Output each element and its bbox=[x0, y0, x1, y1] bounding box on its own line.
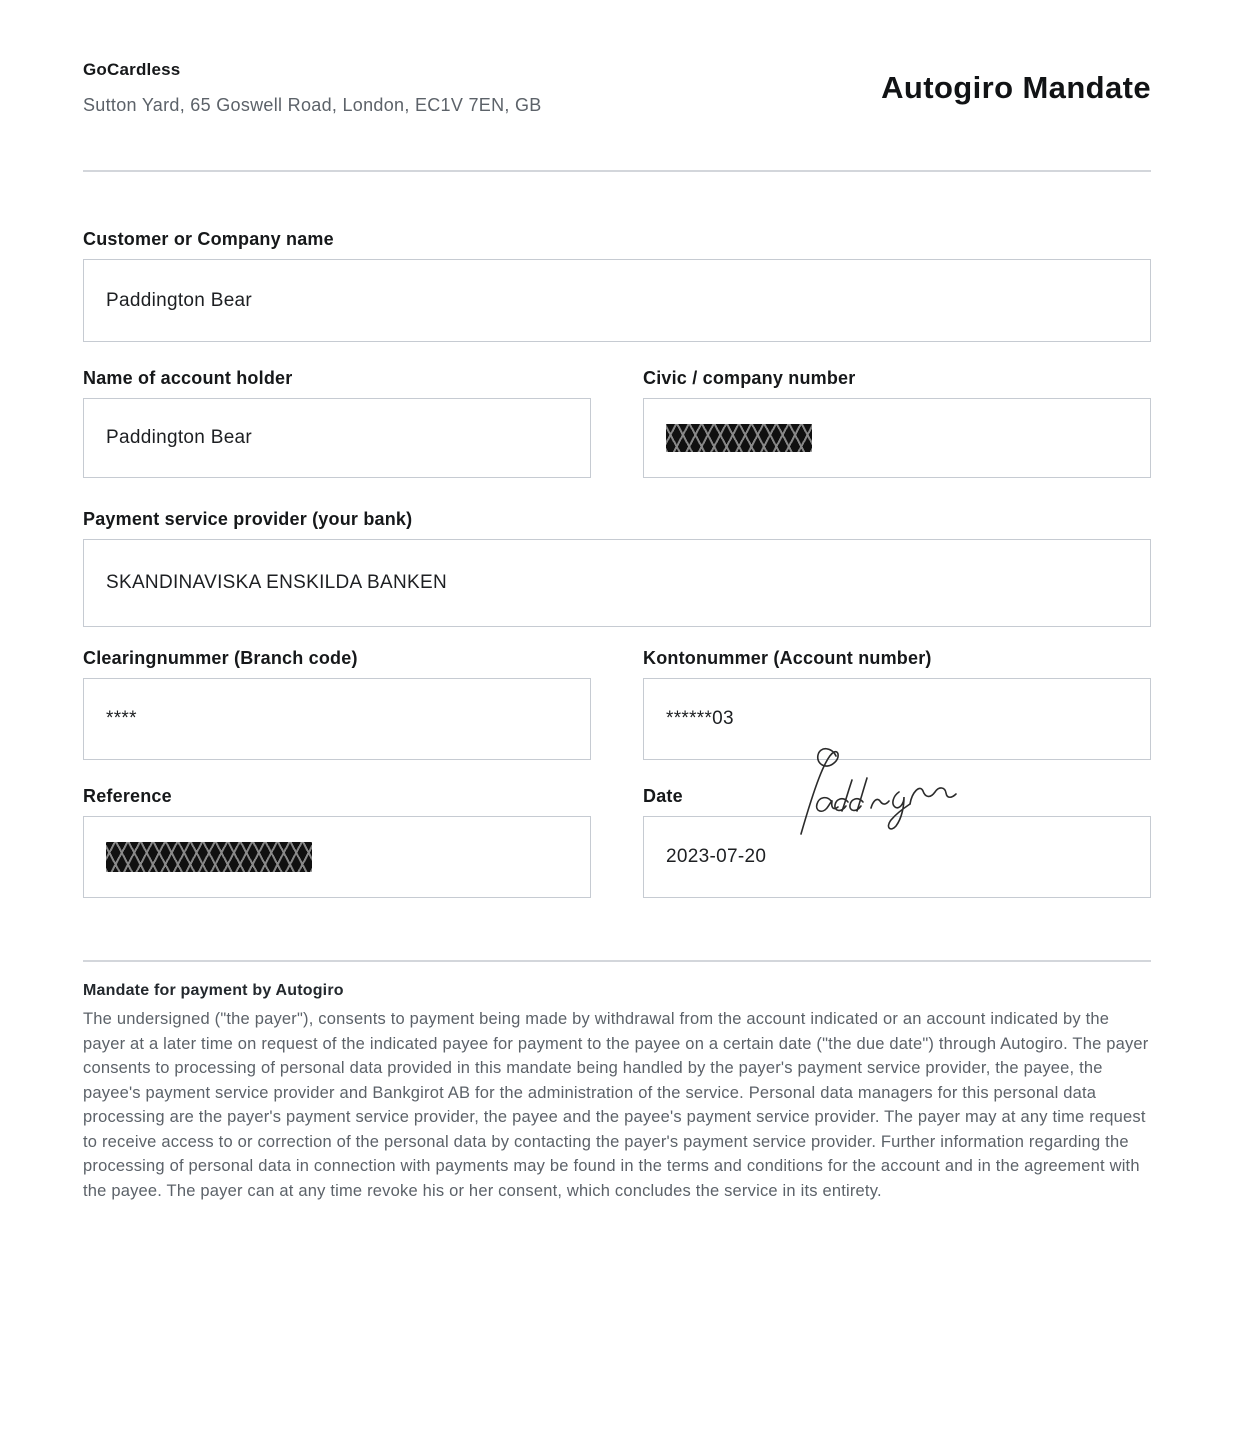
branch-code-value: **** bbox=[106, 708, 137, 729]
date-label: Date bbox=[643, 786, 683, 806]
account-holder-value: Paddington Bear bbox=[106, 427, 253, 448]
customer-name-input[interactable] bbox=[83, 259, 1151, 342]
legal-body: The undersigned ("the payer"), consents to payment being made by withdrawal from the account indicated or an account indicated by the payer at a later time on request of the indicated payee for payment to the payee on a certain date ("the due date") through Autogiro. The payer consents to processing of personal data provided in this mandate being handled by the payer's payment service provider, the payee, the payee's payment service provider and Bankgirot AB for the administration of the service. Personal data managers for this personal data processing are the payer's payment service provider, the payee and the payee's payment service provider. The payer may at any time request to receive access to or correction of the personal data by contacting the payer's payment service provider. Further information regarding the processing of personal data in connection with payments may be found in the terms and conditions for the account and in the agreement with the payee. The payer can at any time revoke his or her consent, which concludes the service in its entirety. bbox=[83, 1010, 1149, 1200]
legal-heading: Mandate for payment by Autogiro bbox=[83, 982, 344, 999]
document-header bbox=[83, 56, 1151, 116]
field-reference bbox=[83, 787, 591, 898]
row-reference-date bbox=[83, 787, 1151, 898]
field-bank bbox=[83, 510, 1151, 627]
row-holder-civic bbox=[83, 369, 1151, 478]
top-divider bbox=[83, 170, 1151, 172]
date-value: 2023-07-20 bbox=[666, 846, 767, 867]
civic-number-label: Civic / company number bbox=[643, 368, 856, 388]
customer-name-value: Paddington Bear bbox=[106, 289, 253, 311]
civic-number-input[interactable] bbox=[643, 398, 1151, 478]
row-clearing-konto bbox=[83, 649, 1151, 760]
field-civic-number bbox=[643, 369, 1151, 478]
bank-value: SKANDINAVISKA ENSKILDA BANKEN bbox=[106, 572, 447, 593]
reference-redacted-value bbox=[106, 842, 312, 872]
field-customer-name bbox=[83, 230, 1151, 342]
document-title: Autogiro Mandate bbox=[881, 70, 1151, 105]
bank-label: Payment service provider (your bank) bbox=[83, 509, 413, 529]
account-holder-input[interactable] bbox=[83, 398, 591, 478]
account-number-value: ******03 bbox=[666, 708, 734, 729]
account-holder-label: Name of account holder bbox=[83, 368, 293, 388]
account-number-label: Kontonummer (Account number) bbox=[643, 648, 932, 668]
field-account-number bbox=[643, 649, 1151, 760]
field-branch-code bbox=[83, 649, 591, 760]
branch-code-label: Clearingnummer (Branch code) bbox=[83, 648, 358, 668]
branch-code-input[interactable] bbox=[83, 678, 591, 760]
account-number-input[interactable] bbox=[643, 678, 1151, 760]
reference-label: Reference bbox=[83, 786, 172, 806]
reference-input[interactable] bbox=[83, 816, 591, 898]
legal-section bbox=[83, 982, 1151, 1203]
civic-number-redacted-value bbox=[666, 424, 812, 452]
field-date bbox=[643, 787, 1151, 898]
creditor-address: Sutton Yard, 65 Goswell Road, London, EC1V 7EN, GB bbox=[83, 95, 542, 115]
customer-name-label: Customer or Company name bbox=[83, 229, 334, 249]
bank-input[interactable] bbox=[83, 539, 1151, 627]
date-input[interactable] bbox=[643, 816, 1151, 898]
field-account-holder bbox=[83, 369, 591, 478]
bottom-divider bbox=[83, 960, 1151, 962]
creditor-name: GoCardless bbox=[83, 60, 181, 79]
creditor-block bbox=[83, 56, 542, 116]
